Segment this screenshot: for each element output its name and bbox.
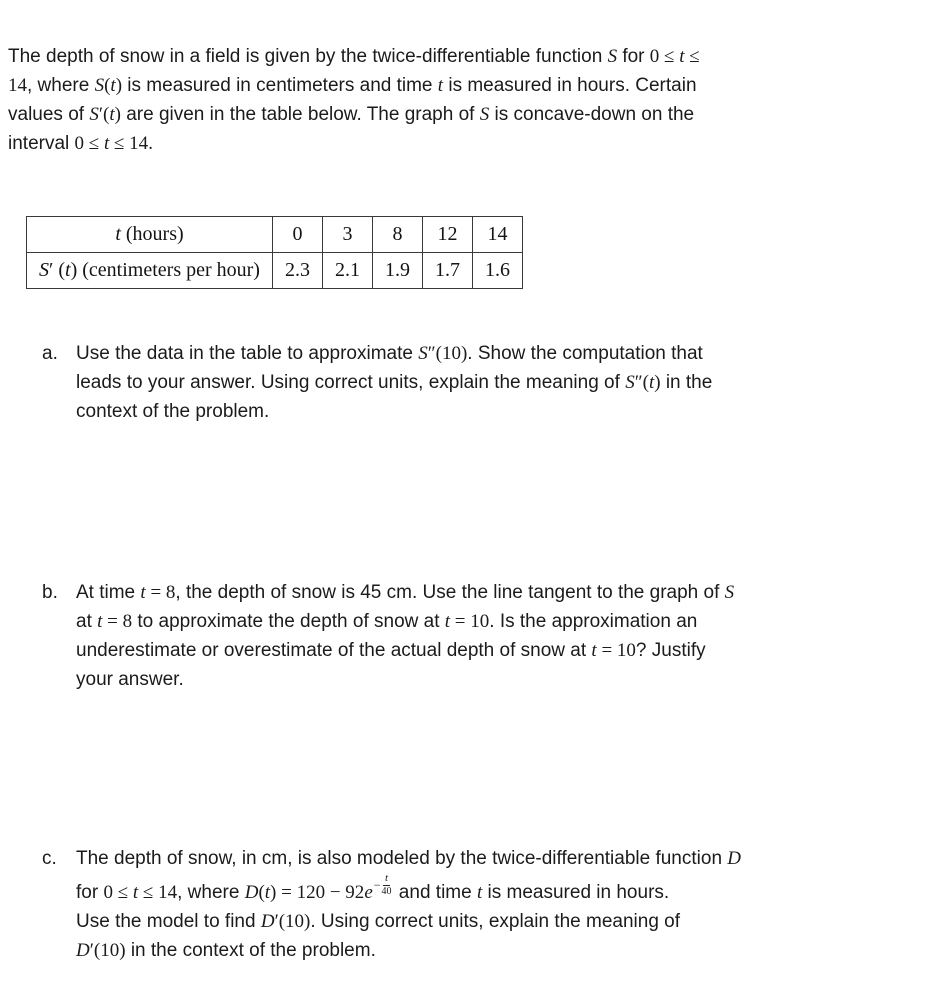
part-b-marker: b. bbox=[42, 582, 58, 603]
table-cell: 0 bbox=[272, 217, 322, 253]
table-cell: 12 bbox=[422, 217, 472, 253]
problem-statement: The depth of snow in a field is given by the twice-differentiable function S for 0 ≤ t ≤ 14, where S(t) is measured in centimeters and time t is measured in hours. Certain values of S′(t) are given in the table below. The graph of S is concave-down on the interval 0 ≤ t ≤ 14. bbox=[8, 46, 700, 154]
derivative-values-table bbox=[26, 216, 523, 289]
part-a-text: Use the data in the table to approximate S″(10). Show the computation that leads to your answer. Using correct units, explain the meaning of S″(t) in the context of the problem. bbox=[76, 343, 713, 422]
part-b bbox=[8, 578, 922, 694]
table-cell: 8 bbox=[372, 217, 422, 253]
table-cell: 1.7 bbox=[422, 253, 472, 289]
table-cell: 14 bbox=[472, 217, 522, 253]
part-a bbox=[8, 339, 922, 426]
table-row-t-hours bbox=[27, 217, 523, 253]
part-c-marker: c. bbox=[42, 848, 57, 869]
exponent-fraction: − t 40 bbox=[373, 872, 392, 897]
table-row-s-prime bbox=[27, 253, 523, 289]
part-c-text: The depth of snow, in cm, is also modeled by the twice-differentiable function D for 0 ≤ t ≤ 14, where D(t) = 120 − 92e $^{- \frac{t}{40}}$ and time t is measured in hours. Use the model to find D′(10). Using correct units, explain the meaning of D′(10) in the context of the problem. bbox=[76, 848, 742, 961]
table-cell: 1.9 bbox=[372, 253, 422, 289]
row-header-s-prime: S′ (t) (centimeters per hour) bbox=[27, 253, 273, 289]
part-b-text: At time t = 8, the depth of snow is 45 cm. Use the line tangent to the graph of S at t = 8 to approximate the depth of snow at t = 10. Is the approximation an underestimate or overestimate of the actual depth of snow at t = 10? Justify your answer. bbox=[76, 582, 735, 690]
table-cell: 1.6 bbox=[472, 253, 522, 289]
row-header-t-hours: t (hours) bbox=[27, 217, 273, 253]
table-cell: 3 bbox=[322, 217, 372, 253]
part-a-marker: a. bbox=[42, 343, 58, 364]
part-c bbox=[8, 844, 922, 965]
table-cell: 2.3 bbox=[272, 253, 322, 289]
table-cell: 2.1 bbox=[322, 253, 372, 289]
